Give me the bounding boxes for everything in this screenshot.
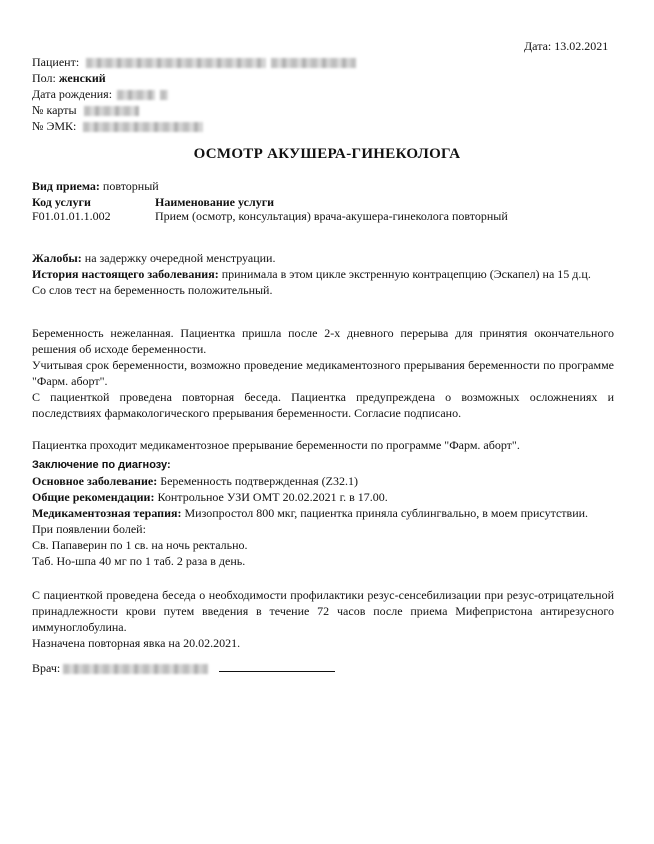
- patient-name-redacted: [86, 58, 266, 68]
- service-name: Прием (осмотр, консультация) врача-акушера-гинеколога повторный: [155, 209, 508, 223]
- history-row: [32, 266, 614, 282]
- dob-label: Дата рождения:: [32, 87, 113, 101]
- service-code-header: Код услуги: [32, 195, 91, 209]
- sex-label: Пол:: [32, 71, 56, 85]
- emk-label: № ЭМК:: [32, 119, 77, 133]
- conclusion-header: Заключение по диагнозу:: [32, 459, 171, 471]
- sex-value: женский: [58, 71, 106, 85]
- history-text-2: Со слов тест на беременность положительный.: [32, 283, 273, 297]
- service-header-row: [32, 194, 622, 208]
- paragraph-2: Учитывая срок беременности, возможно проведение медикаментозного прерывания беременности по программе "Фарм. аборт".: [32, 358, 614, 388]
- dob-redacted-2: [160, 90, 168, 100]
- paragraph-4: Пациентка проходит медикаментозное прерывание беременности по программе "Фарм. аборт".: [32, 438, 520, 452]
- complaints-block: [32, 250, 614, 298]
- therapy-row: [32, 505, 614, 521]
- recommendations-value: Контрольное УЗИ ОМТ 20.02.2021 г. в 17.00.: [157, 490, 388, 504]
- conclusion-block: [32, 457, 614, 569]
- card-label: № карты: [32, 103, 77, 117]
- dob-row: [32, 86, 432, 102]
- therapy-value: Мизопростол 800 мкг, пациентка приняла сублингвально, в моем присутствии.: [184, 506, 589, 520]
- emk-redacted: [83, 122, 203, 132]
- complaints-row: [32, 250, 614, 266]
- signature-line: [219, 659, 335, 672]
- patient-name-redacted-2: [271, 58, 356, 68]
- doctor-signature-row: [32, 659, 432, 676]
- visit-block: [32, 178, 622, 224]
- pain-line: При появлении болей:: [32, 522, 146, 536]
- recommendations-label: Общие рекомендации:: [32, 490, 155, 504]
- doctor-label: Врач:: [32, 661, 61, 675]
- service-code: F01.01.01.1.002: [32, 209, 111, 223]
- visit-type-label: Вид приема:: [32, 179, 100, 193]
- complaints-label: Жалобы:: [32, 251, 82, 265]
- rhesus-block: [32, 587, 614, 651]
- therapy-label: Медикаментозная терапия:: [32, 506, 182, 520]
- card-row: [32, 102, 432, 118]
- paragraph-1: Беременность нежеланная. Пациентка пришла после 2-х дневного перерыва для принятия окончательного решения об исходе беременности.: [32, 326, 614, 356]
- date-line: Дата: 13.02.2021: [524, 39, 609, 53]
- visit-type-row: [32, 178, 622, 194]
- main-diagnosis-value: Беременность подтвержденная (Z32.1): [160, 474, 358, 488]
- page-title: ОСМОТР АКУШЕРА-ГИНЕКОЛОГА: [193, 146, 461, 162]
- history-label: История настоящего заболевания:: [32, 267, 219, 281]
- drug-2: Таб. Но-шпа 40 мг по 1 таб. 2 раза в день.: [32, 554, 246, 568]
- visit-type-value: повторный: [102, 179, 159, 193]
- recommendations-row: [32, 489, 614, 505]
- emk-row: [32, 118, 432, 134]
- main-diagnosis-label: Основное заболевание:: [32, 474, 158, 488]
- history-text: принимала в этом цикле экстренную контрацепцию (Эскапел) на 15 д.ц.: [221, 267, 591, 281]
- service-row: [32, 208, 622, 224]
- next-visit: Назначена повторная явка на 20.02.2021.: [32, 636, 241, 650]
- paragraph-3: С пациенткой проведена повторная беседа. Пациентка предупреждена о возможных осложнениях и последствиях фармакологического прерывания беременности. Согласие подписано.: [32, 390, 614, 420]
- card-redacted: [84, 106, 139, 116]
- doctor-name-redacted: [63, 664, 208, 674]
- dob-redacted: [117, 90, 155, 100]
- main-diagnosis-row: [32, 473, 614, 489]
- paragraphs-block: [32, 325, 614, 453]
- patient-block: [32, 54, 432, 134]
- service-name-header: Наименование услуги: [155, 195, 275, 209]
- drug-1: Св. Папаверин по 1 св. на ночь ректально.: [32, 538, 248, 552]
- sex-row: [32, 70, 432, 86]
- complaints-text: на задержку очередной менструации.: [84, 251, 276, 265]
- patient-label: Пациент:: [32, 55, 80, 69]
- patient-row: [32, 54, 432, 70]
- rhesus-text: С пациенткой проведена беседа о необходимости профилактики резус-сенсебилизации при резус-отрицательной принадлежности крови путем введения в течение 72 часов после приема Мифепристона антирезусного иммуноглобулина.: [32, 588, 614, 634]
